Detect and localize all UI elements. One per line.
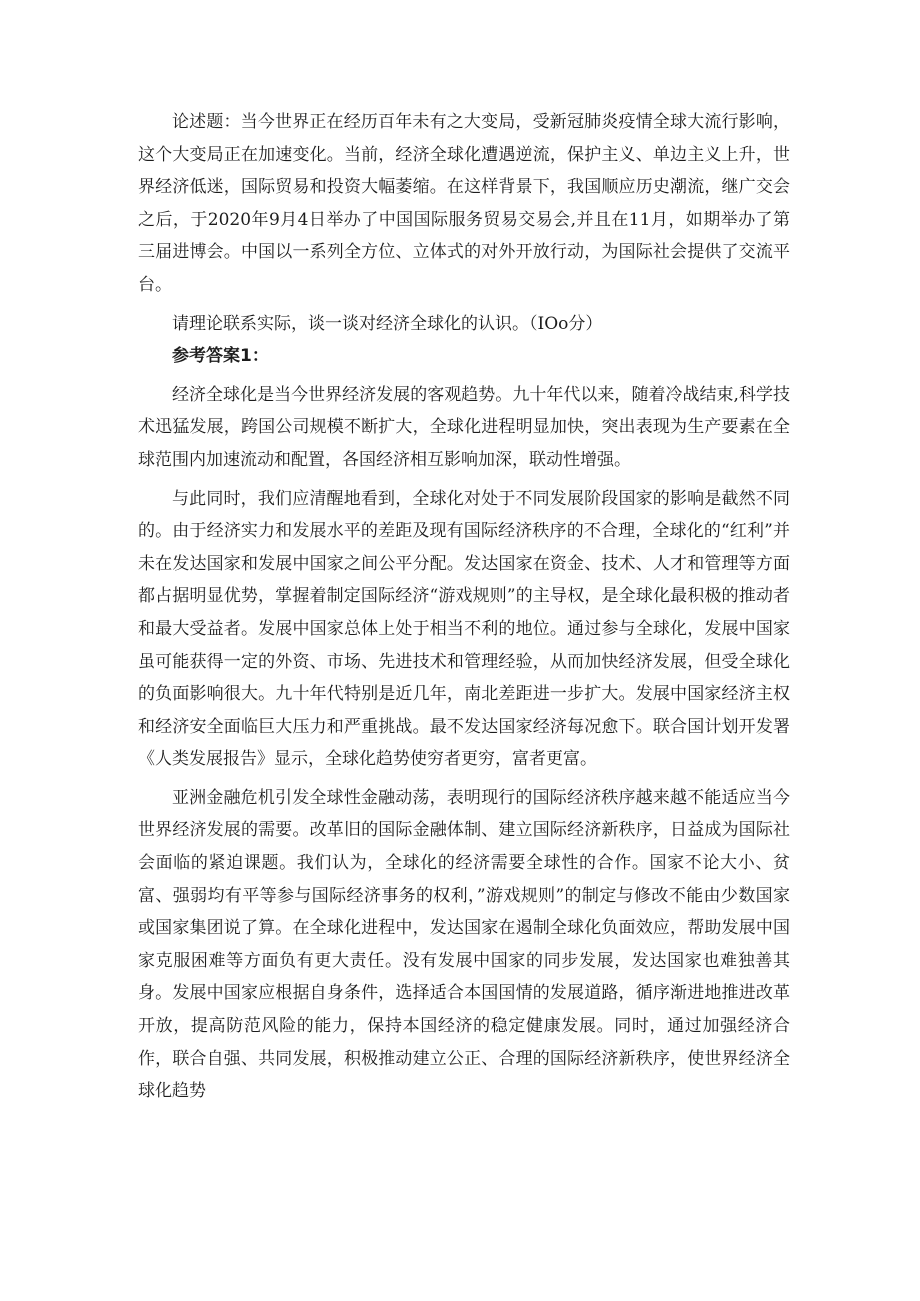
answer-paragraph-3: 亚洲金融危机引发全球性金融动荡，表明现行的国际经济秩序越来越不能适应当今世界经济发展的需要。改革旧的国际金融体制、建立国际经济新秩序，日益成为国际社会面临的紧迫课题。我们认为，全球化的经济需要全球性的合作。国家不论大小、贫富、强弱均有平等参与国际经济事务的权利，”游戏规则”的制定与修改不能由少数国家或国家集团说了算。在全球化进程中，发达国家在遏制全球化负面效应，帮助发展中国家克服困难等方面负有更大责任。没有发展中国家的同步发展，发达国家也难独善其身。发展中国家应根据自身条件，选择适合本国国情的发展道路，循序渐进地推进改革开放，提高防范风险的能力，保持本国经济的稳定健康发展。同时，通过加强经济合作，联合自强、共同发展，积极推动建立公正、合理的国际经济新秩序，使世界经济全球化趋势 xyxy=(138,787,790,1102)
answer-paragraph-2: 与此同时，我们应清醒地看到，全球化对处于不同发展阶段国家的影响是截然不同的。由于经济实力和发展水平的差距及现有国际经济秩序的不合理，全球化的“红利”并未在发达国家和发展中国家之间公平分配。发达国家在资金、技术、人才和管理等方面都占据明显优势，掌握着制定国际经济“游戏规则”的主导权，是全球化最积极的推动者和最大受益者。发展中国家总体上处于相当不利的地位。通过参与全球化，发展中国家虽可能获得一定的外资、市场、先进技术和管理经验，从而加快经济发展，但受全球化的负面影响很大。九十年代特别是近几年，南北差距进一步扩大。发展中国家经济主权和经济安全面临巨大压力和严重挑战。最不发达国家经济每况愈下。联合国计划开发署《人类发展报告》显示，全球化趋势使穷者更穷，富者更富。 xyxy=(138,488,790,770)
document-body xyxy=(138,106,790,1108)
answer-paragraph-1: 经济全球化是当今世界经济发展的客观趋势。九十年代以来，随着冷战结束,科学技术迅猛发展，跨国公司规模不断扩大，全球化进程明显加快，突出表现为生产要素在全球范围内加速流动和配置，各国经济相互影响加深，联动性增强。 xyxy=(138,384,790,470)
answer-heading: 参考答案1： xyxy=(172,346,269,367)
question-paragraph: 论述题：当今世界正在经历百年未有之大变局，受新冠肺炎疫情全球大流行影响，这个大变局正在加速变化。当前，经济全球化遭遇逆流，保护主义、单边主义上升，世界经济低迷，国际贸易和投资大幅萎缩。在这样背景下，我国顺应历史潮流，继广交会之后，于2020年9月4日举办了中国国际服务贸易交易会,并且在11月，如期举办了第三届进博会。中国以一系列全方位、立体式的对外开放行动，为国际社会提供了交流平台。 xyxy=(138,112,790,295)
prompt-paragraph: 请理论联系实际，谈一谈对经济全球化的认识。（IOo分） xyxy=(172,313,603,334)
